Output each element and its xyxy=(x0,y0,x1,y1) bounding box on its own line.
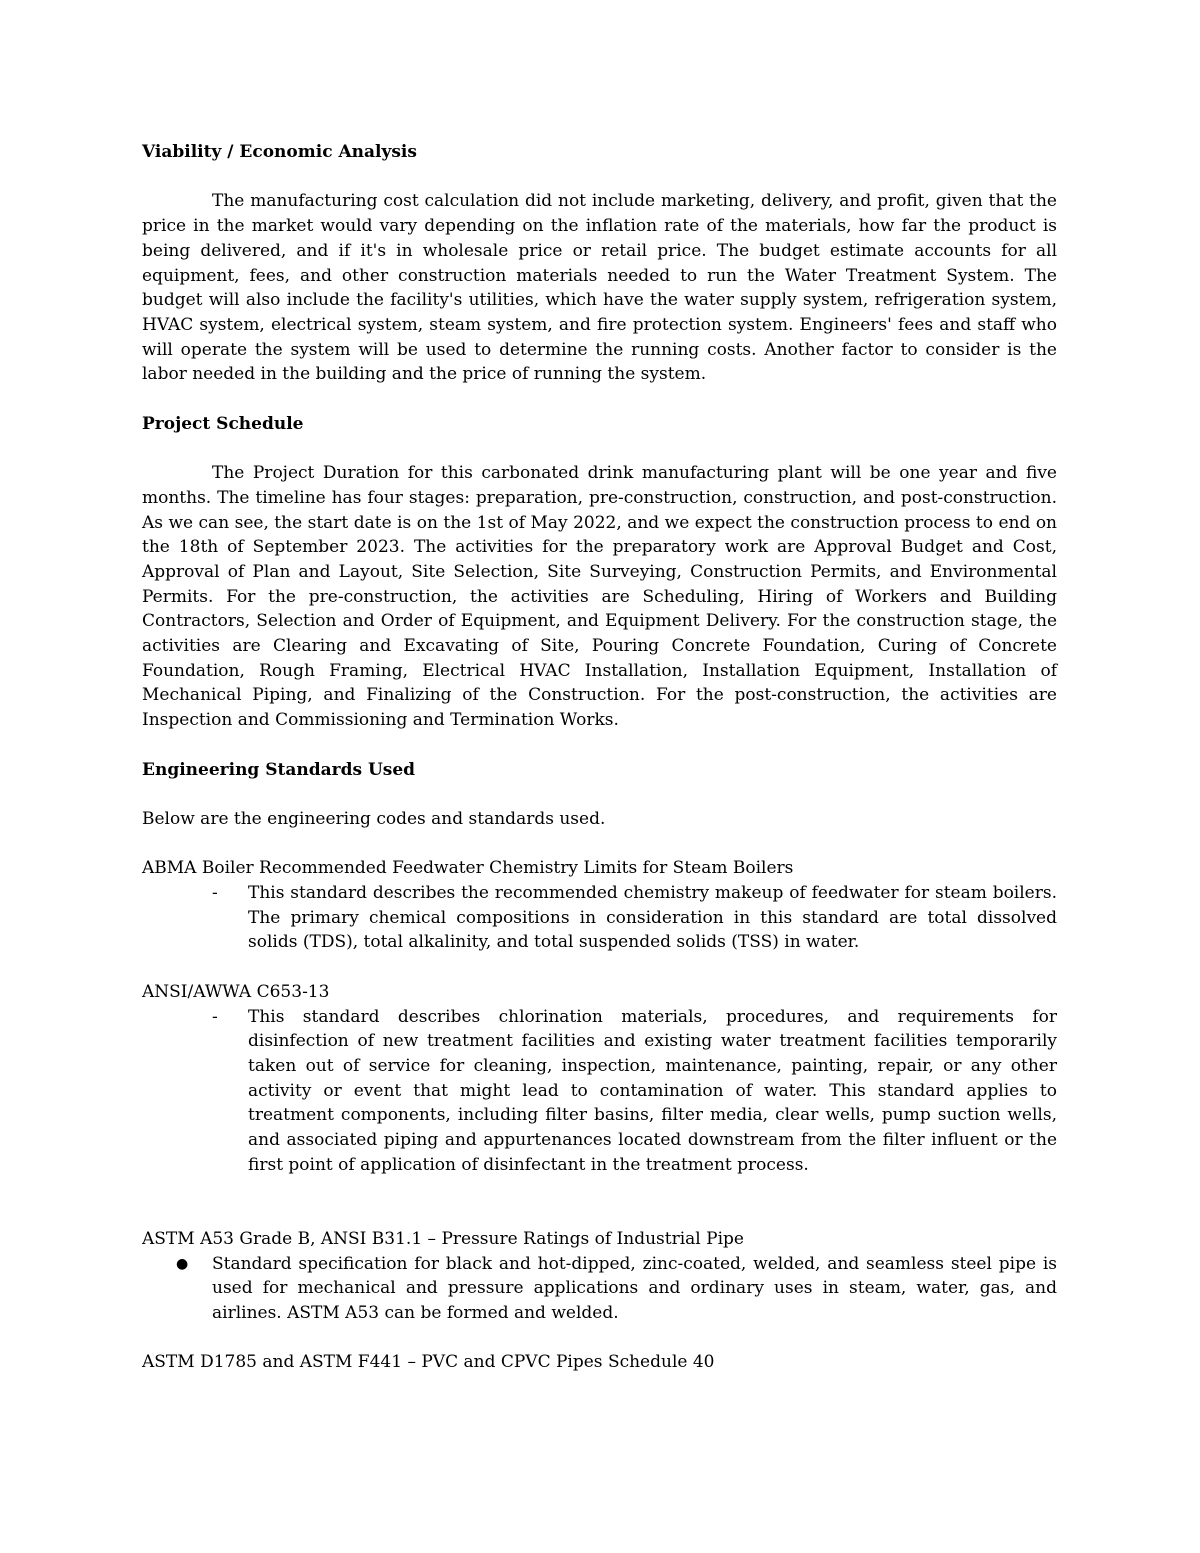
standard-title-astm-a53: ASTM A53 Grade B, ANSI B31.1 – Pressure Ratings of Industrial Pipe xyxy=(142,1228,744,1249)
standard-title-ansi-awwa: ANSI/AWWA C653-13 xyxy=(142,981,330,1002)
standards-heading: Engineering Standards Used xyxy=(142,759,416,780)
spacer xyxy=(142,782,1057,807)
standard-description-abma xyxy=(142,881,1057,955)
standards-intro: Below are the engineering codes and standards used. xyxy=(142,808,606,829)
schedule-heading: Project Schedule xyxy=(142,413,304,434)
spacer xyxy=(142,436,1057,461)
viability-paragraph: The manufacturing cost calculation did not include marketing, delivery, and profit, given that the price in the market would vary depending on the inflation rate of the materials, how far the product is being delivered, and if it's in wholesale price or retail price. The budget estimate accounts for all equipment, fees, and other construction materials needed to run the Water Treatment System. The budget will also include the facility's utilities, which have the water supply system, refrigeration system, HVAC system, electrical system, steam system, and fire protection system. Engineers' fees and staff who will operate the system will be used to determine the running costs. Another factor to consider is the labor needed in the building and the price of running the system. xyxy=(142,191,1057,385)
bullet-icon: ● xyxy=(176,1255,189,1272)
dash-marker: - xyxy=(212,883,218,903)
spacer xyxy=(142,387,1057,412)
standard-description-text: This standard describes chlorination materials, procedures, and requirements for disinfection of new treatment facilities and existing water treatment facilities temporarily taken out of service for cleaning, inspection, maintenance, painting, repair, or any other activity or event that might lead to contamination of water. This standard applies to treatment components, including filter basins, filter media, clear wells, pump suction wells, and associated piping and appurtenances located downstream from the filter influent or the first point of application of disinfectant in the treatment process. xyxy=(248,1006,1057,1175)
spacer xyxy=(142,832,1057,857)
spacer xyxy=(142,733,1057,758)
standard-description-text: Standard specification for black and hot-dipped, zinc-coated, welded, and seamless steel pipe is used for mechanical and pressure applications and ordinary uses in steam, water, gas, and airlines. ASTM A53 can be formed and welded. xyxy=(212,1253,1057,1323)
spacer xyxy=(142,955,1057,980)
spacer xyxy=(142,1326,1057,1351)
dash-marker: - xyxy=(212,1006,218,1027)
document-page xyxy=(142,140,1057,1375)
standard-description-text: This standard describes the recommended chemistry makeup of feedwater for steam boilers. The primary chemical compositions in consideration in this standard are total dissolved solids (TDS), total alkalinity, and total suspended solids (TSS) in water. xyxy=(248,883,1057,953)
spacer xyxy=(142,165,1057,190)
standard-description-ansi-awwa xyxy=(142,1005,1057,1178)
standard-title-abma: ABMA Boiler Recommended Feedwater Chemistry Limits for Steam Boilers xyxy=(142,858,794,879)
standard-description-astm-a53 xyxy=(142,1252,1057,1326)
spacer xyxy=(142,1202,1057,1227)
viability-heading: Viability / Economic Analysis xyxy=(142,142,417,162)
schedule-paragraph: The Project Duration for this carbonated drink manufacturing plant will be one year and five months. The timeline has four stages: preparation, pre-construction, construction, and post-construction. As we can see, the start date is on the 1st of May 2022, and we expect the construction process to end on the 18th of September 2023. The activities for the preparatory work are Approval Budget and Cost, Approval of Plan and Layout, Site Selection, Site Surveying, Construction Permits, and Environmental Permits. For the pre-construction, the activities are Scheduling, Hiring of Workers and Building Contractors, Selection and Order of Equipment, and Equipment Delivery. For the construction stage, the activities are Clearing and Excavating of Site, Pouring Concrete Foundation, Curing of Concrete Foundation, Rough Framing, Electrical HVAC Installation, Installation Equipment, Installation of Mechanical Piping, and Finalizing of the Construction. For the post-construction, the activities are Inspection and Commissioning and Termination Works. xyxy=(142,463,1057,731)
spacer xyxy=(142,1177,1057,1202)
standard-title-astm-d1785: ASTM D1785 and ASTM F441 – PVC and CPVC Pipes Schedule 40 xyxy=(142,1352,715,1373)
